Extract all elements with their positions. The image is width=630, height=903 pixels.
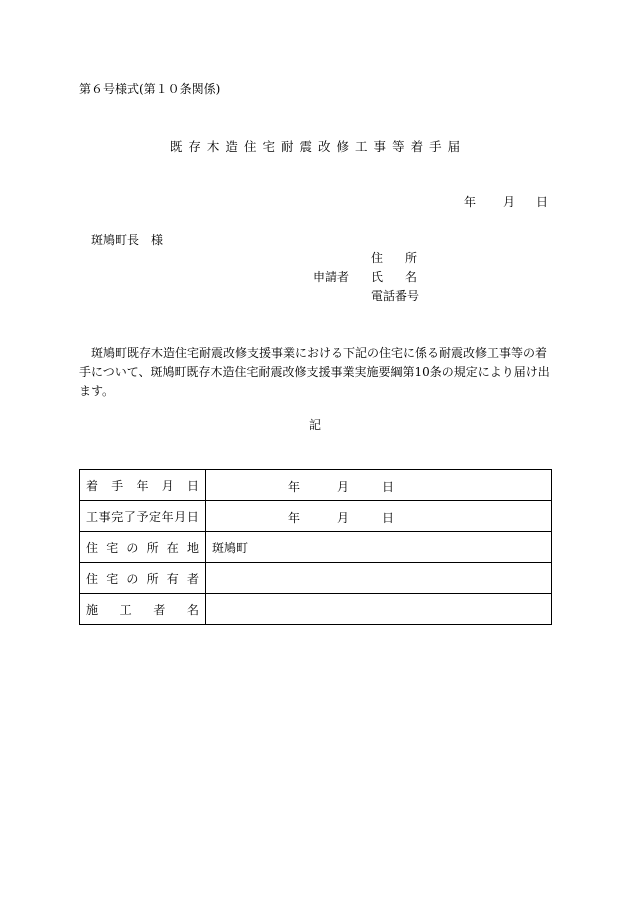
row-label-char: 住	[86, 540, 99, 555]
row-date-day-label: 日	[382, 511, 395, 525]
row-label-char: 住	[86, 571, 99, 586]
address-label-right: 所	[404, 251, 417, 265]
ki-heading: 記	[308, 418, 321, 432]
name-label-right: 名	[404, 270, 417, 284]
row-label-char: 日	[186, 478, 199, 493]
row-label-char: 所	[146, 571, 159, 586]
date-month-label: 月	[503, 195, 516, 209]
row-label-char: の	[126, 571, 139, 586]
row-label-char: 有	[166, 571, 179, 586]
applicant-label: 申請者	[313, 270, 350, 284]
row-label-char: 者	[153, 602, 166, 617]
row-label-char: 手	[111, 478, 124, 493]
title-char: 既	[169, 139, 189, 154]
row-label-char: 者	[186, 571, 199, 586]
addressee: 斑鳩町長 様	[91, 233, 164, 247]
row-label-char: 宅	[106, 540, 119, 555]
title-char: 工	[355, 139, 374, 154]
address-label-left: 住	[371, 251, 384, 265]
date-year-label: 年	[464, 195, 477, 209]
row-date-year-label: 年	[288, 511, 301, 525]
title-char: 手	[429, 139, 448, 154]
table-row	[80, 594, 552, 625]
table-row	[80, 470, 552, 501]
row-label-char: 在	[166, 540, 179, 555]
row-label-char: の	[126, 540, 139, 555]
table-row	[80, 563, 552, 594]
title-char: 存	[188, 139, 207, 154]
title-char: 木	[206, 139, 226, 154]
row-label-char: 年	[161, 509, 174, 524]
row-label-char: 月	[161, 478, 174, 493]
date-day-label: 日	[536, 195, 549, 209]
title-char: 事	[373, 139, 393, 154]
row-label-char: 日	[186, 509, 199, 524]
body-text: 斑鳩町既存木造住宅耐震改修支援事業における下記の住宅に係る耐震改修工事等の着手について、斑鳩町既存木造住宅耐震改修支援事業実施要綱第10条の規定により届け出ます。	[79, 346, 550, 398]
row-label-char: 完	[111, 509, 124, 524]
row-label	[80, 532, 206, 563]
row-label-char: 了	[123, 509, 136, 524]
title-char: 震	[299, 139, 318, 154]
title-char: 宅	[262, 139, 281, 154]
phone-label: 電話番号	[371, 289, 420, 303]
name-label	[371, 268, 417, 284]
form-number: 第６号様式(第１０条関係)	[79, 82, 221, 96]
document-title	[0, 137, 630, 155]
row-value-field[interactable]	[206, 594, 552, 625]
title-char: 修	[336, 139, 356, 154]
row-value-field[interactable]	[206, 532, 552, 563]
row-date-month-label: 月	[337, 511, 350, 525]
row-label-char: 所	[146, 540, 159, 555]
row-value-text: 斑鳩町	[212, 540, 249, 555]
row-label-char: 着	[86, 478, 99, 493]
title-char: 等	[392, 139, 411, 154]
row-label-char: 月	[174, 509, 187, 524]
row-label-char: 宅	[106, 571, 119, 586]
row-label-char: 定	[149, 509, 162, 524]
row-date-day-label: 日	[382, 480, 395, 494]
row-label	[80, 470, 206, 501]
row-label	[80, 563, 206, 594]
record-table	[79, 469, 552, 625]
row-label-char: 工	[86, 509, 99, 524]
table-row	[80, 501, 552, 532]
row-label-char: 名	[186, 602, 199, 617]
row-label-char: 工	[119, 602, 132, 617]
title-char: 改	[318, 139, 337, 154]
row-value-field[interactable]	[206, 501, 552, 532]
title-char: 造	[225, 139, 244, 154]
row-label-char: 地	[186, 540, 199, 555]
row-date-month-label: 月	[337, 480, 350, 494]
row-date-year-label: 年	[288, 480, 301, 494]
title-char: 耐	[280, 139, 300, 154]
row-label-char: 施	[86, 602, 99, 617]
row-value-field[interactable]	[206, 470, 552, 501]
address-label	[371, 249, 417, 265]
title-char: 住	[243, 139, 263, 154]
title-char: 着	[410, 139, 430, 154]
name-label-left: 氏	[371, 270, 384, 284]
row-label	[80, 594, 206, 625]
row-label	[80, 501, 206, 532]
row-label-char: 事	[98, 509, 111, 524]
row-label-char: 予	[136, 509, 149, 524]
title-char: 届	[447, 139, 467, 154]
row-value-field[interactable]	[206, 563, 552, 594]
table-row	[80, 532, 552, 563]
row-label-char: 年	[136, 478, 149, 493]
